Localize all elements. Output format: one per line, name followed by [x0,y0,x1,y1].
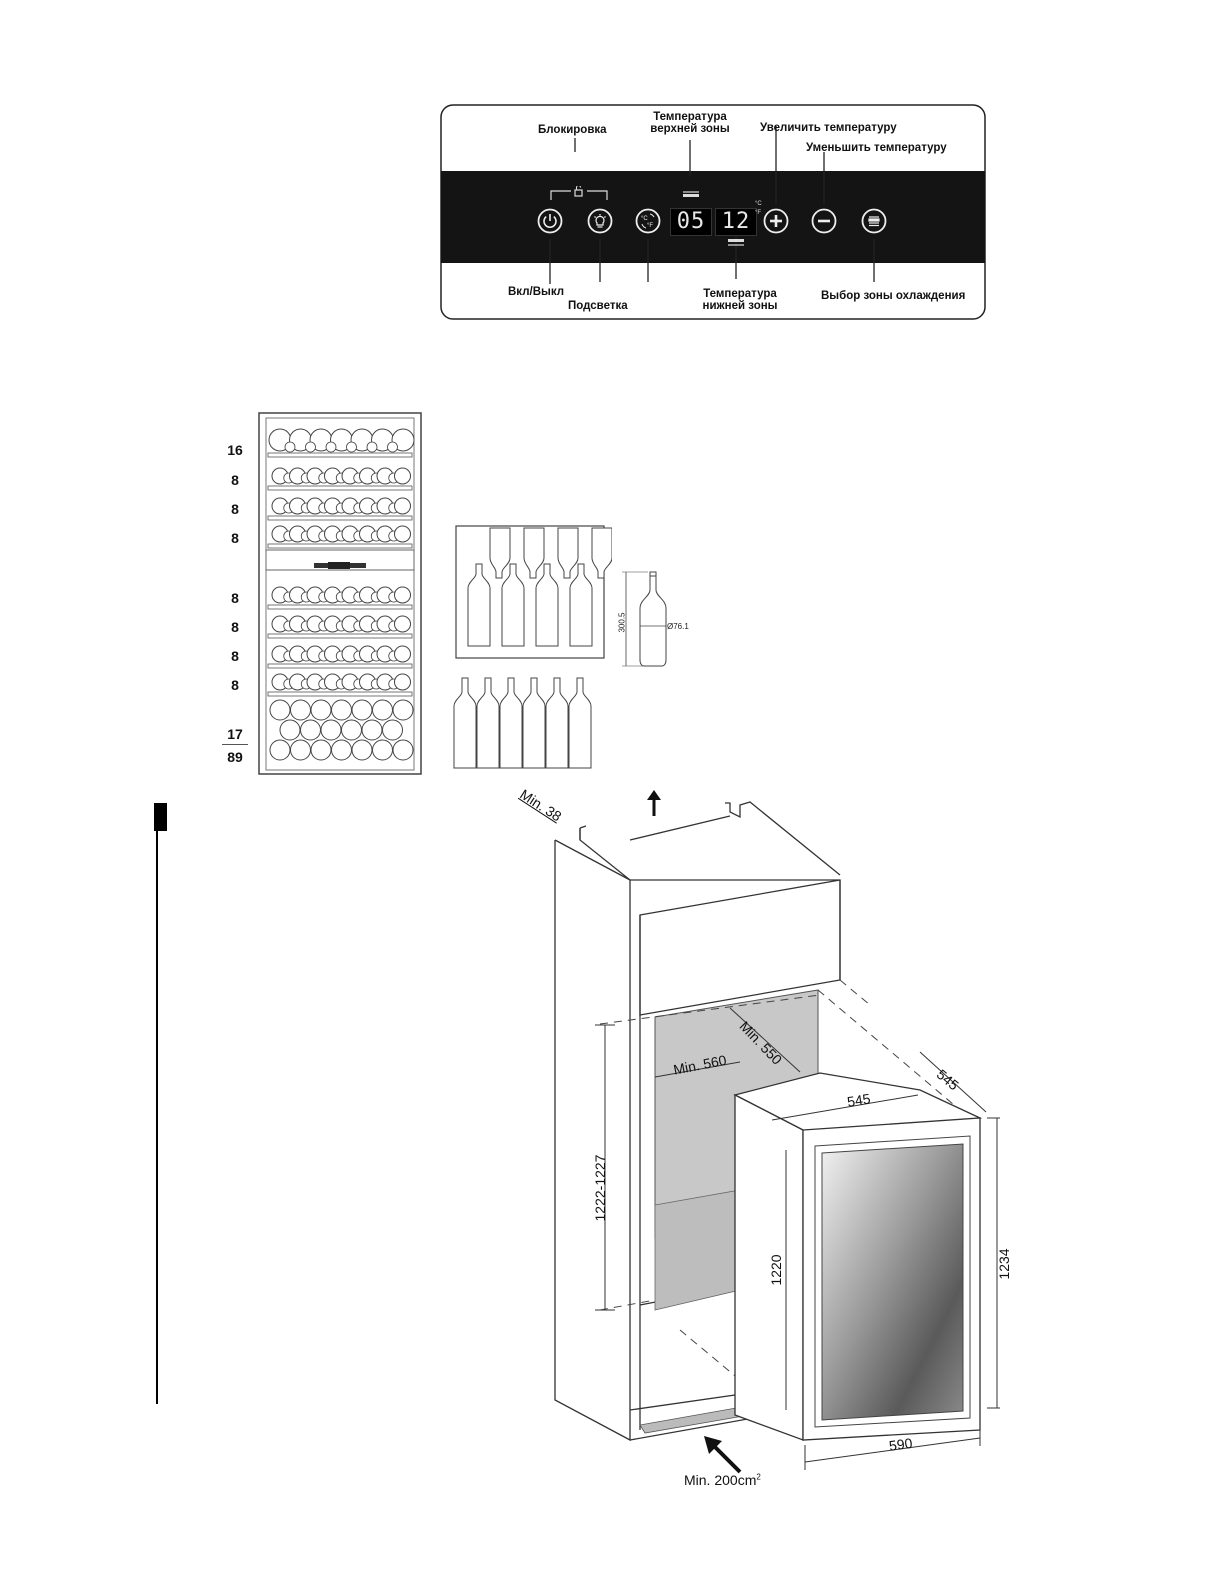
unit-height-inner-label: 1220 [768,1254,784,1286]
ventilation-label [684,1472,761,1488]
shelf-count-9: 17 [227,726,243,742]
label-lower-temp-line1: Температура [703,288,777,300]
section-marker [154,803,167,831]
wine-bottle-icon [500,678,522,768]
shelf-count-3: 8 [231,501,239,517]
lock-icon [549,186,609,206]
label-lock: Блокировка [538,124,607,136]
label-power: Вкл/Выкл [508,286,565,298]
niche-depth-label: Min. 550 [736,1018,786,1068]
installation-diagram [540,790,1000,1490]
zone-select-icon [869,217,879,226]
svg-text:°C: °C [641,216,648,222]
label-upper-temp-line1: Температура [653,111,727,123]
plus-icon [770,215,782,227]
unit-depth-side-label: 545 [933,1066,962,1094]
celsius-fahrenheit-icon [641,214,654,229]
wine-bottle-icon [546,678,568,768]
bottle-rack-detail [452,524,612,664]
label-light: Подсветка [568,300,628,312]
upper-temperature-display [670,208,712,236]
intake-arrow-icon [704,1436,740,1472]
ventilation-unit-superscript: 2 [756,1472,761,1482]
margin-line [156,831,158,1404]
light-button[interactable] [587,208,613,234]
label-temp-up: Увеличить температуру [760,122,897,134]
lower-zone-marker-icon [726,238,746,248]
ventilation-value: Min. 200cm [684,1472,757,1488]
shelf-count-5: 8 [231,590,239,606]
wine-bottle-icon [569,678,591,768]
wine-rack-bottom-stack [270,700,413,760]
wine-bottle-icon [523,678,545,768]
unit-width-label: 590 [888,1434,914,1454]
total-bottle-count: 89 [227,749,243,765]
label-zone-select: Выбор зоны охлаждения [821,290,966,302]
upper-zone-marker-icon [681,190,701,198]
shelf-count-8: 8 [231,677,239,693]
temp-up-button[interactable] [763,208,789,234]
power-button[interactable] [537,208,563,234]
shelf-count-4: 8 [231,530,239,546]
shelf-count-6: 8 [231,619,239,635]
top-clearance-label: Min. 38 [517,786,565,825]
control-panel-diagram [440,104,986,320]
wine-cabinet-front-view [258,412,422,776]
exhaust-arrow-icon [647,790,661,816]
label-upper-temp-line2: верхней зоны [650,123,730,135]
unit-celsius: °C [755,201,762,207]
temp-down-button[interactable] [811,208,837,234]
bottle-diameter-label: Ø76.1 [667,622,689,631]
shelf-count-2: 8 [231,472,239,488]
label-lower-temp-line2: нижней зоны [702,300,778,312]
wine-bottle-icon [454,678,476,768]
mini-control-panel-icon [314,562,366,569]
shelf-count-1: 16 [227,442,243,458]
lower-temperature-value: 12 [721,209,751,234]
bottles-row-detail [450,676,600,772]
wine-bottle-icon [477,678,499,768]
unit-fahrenheit: °F [755,210,762,216]
unit-toggle-button[interactable] [635,208,661,234]
bottle-height-label: 300.5 [617,612,627,633]
niche-width-label: Min. 560 [672,1051,728,1078]
total-divider [222,744,248,745]
light-icon [595,214,606,227]
wine-bottle-icon [640,572,666,666]
shelf-count-7: 8 [231,648,239,664]
svg-text:°F: °F [647,223,654,229]
zone-select-button[interactable] [861,208,887,234]
unit-height-label: 1234 [996,1248,1012,1280]
power-icon [544,214,556,227]
lower-temperature-display [715,208,757,236]
upper-temperature-value: 05 [676,209,706,234]
unit-depth-top-label: 545 [846,1090,872,1110]
control-panel-strip [441,171,985,263]
label-temp-down: Уменьшить температуру [806,142,947,154]
niche-height-label: 1222-1227 [592,1154,608,1222]
